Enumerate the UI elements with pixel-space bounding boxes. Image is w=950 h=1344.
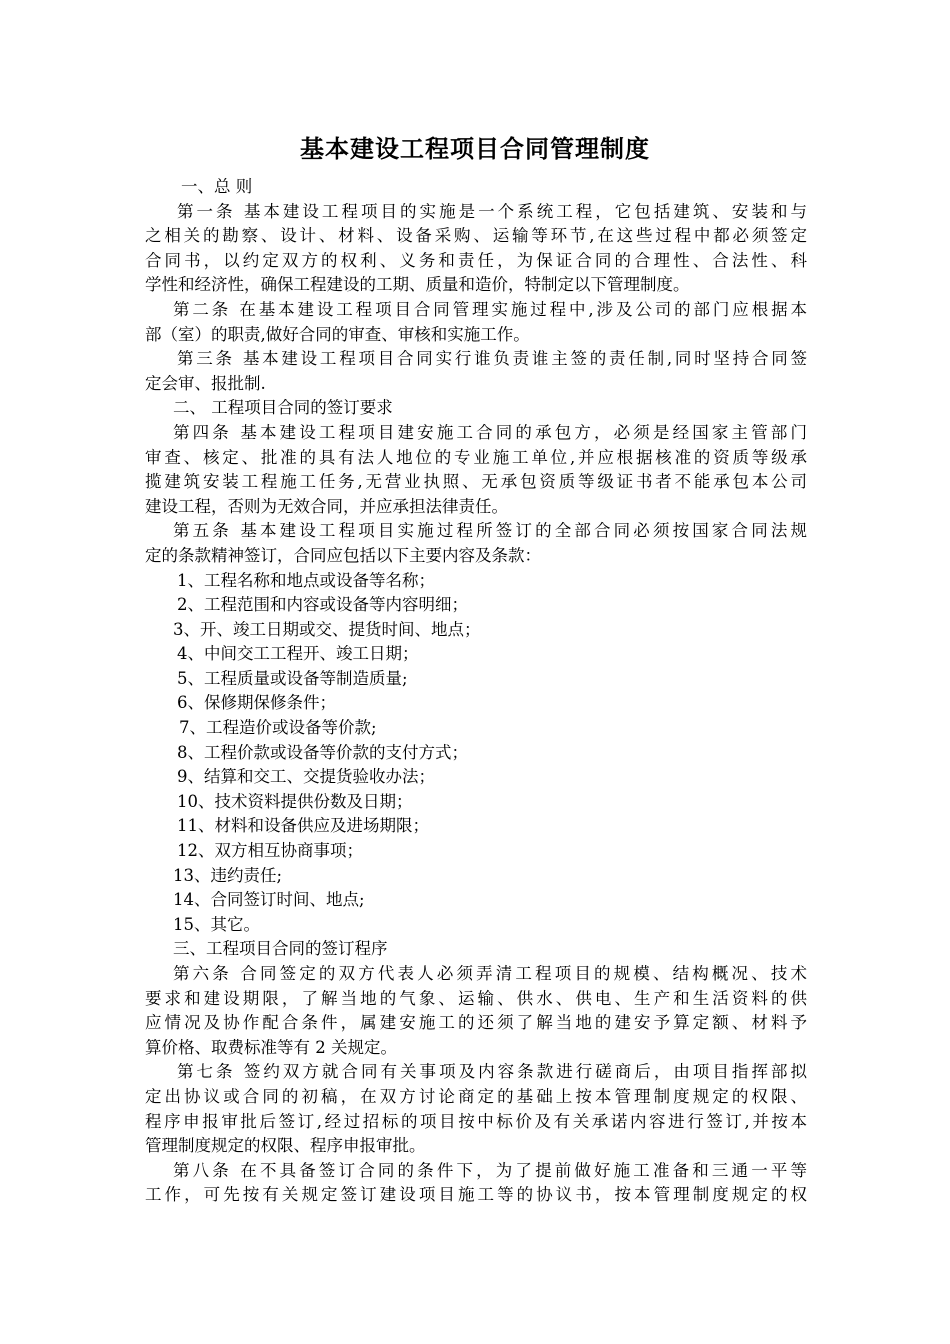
text-line: 12、双方相互协商事项； [177,841,363,861]
text-line: 管理制度规定的权限、程序申报审批。 [145,1136,426,1156]
text-line: 之相关的勘察、设计、材料、设备采购、运输等环节,在这些过程中都必须签定 [145,226,807,246]
text-line: 4、中间交工工程开、竣工日期； [177,644,419,664]
text-line: 定会审、报批制. [145,373,266,393]
text-line: 定出协议或合同的初稿，在双方讨论商定的基础上按本管理制度规定的权限、 [145,1086,807,1106]
text-line: 学性和经济性，确保工程建设的工期、质量和造价，特制定以下管理制度。 [145,275,690,295]
text-line: 13、违约责任; [173,865,283,885]
text-line: 一、总 则 [181,177,253,196]
text-line: 定的条款精神签订，合同应包括以下主要内容及条款： [145,545,541,565]
text-line: 第五条 基本建设工程项目实施过程所签订的全部合同必须按国家合同法规 [173,521,807,541]
text-line: 2、工程范围和内容或设备等内容明细； [177,595,468,615]
text-line: 第二条 在基本建设工程项目合同管理实施过程中,涉及公司的部门应根据本 [173,299,807,319]
text-line: 9、结算和交工、交提货验收办法； [177,767,435,787]
text-line: 工作，可先按有关规定签订建设项目施工等的协议书，按本管理制度规定的权 [145,1185,807,1205]
text-line: 第四条 基本建设工程项目建安施工合同的承包方，必须是经国家主管部门 [173,422,807,442]
text-line: 建设工程，否则为无效合同，并应承担法律责任。 [145,496,508,516]
text-line: 要求和建设期限，了解当地的气象、运输、供水、供电、生产和生活资料的供 [145,988,807,1008]
text-line: 算价格、取费标准等有 2 关规定。 [145,1037,397,1057]
text-line: 1、工程名称和地点或设备等名称； [177,570,435,590]
text-line: 部（室）的职责,做好合同的审查、审核和实施工作。 [145,324,530,344]
text-line: 第三条 基本建设工程项目合同实行谁负责谁主签的责任制,同时坚持合同签 [177,349,807,369]
text-line: 应情况及协作配合条件，属建安施工的还须了解当地的建安予算定额、材料予 [145,1013,807,1033]
text-line: 审查、核定、批准的具有法人地位的专业施工单位,并应根据核准的资质等级承 [145,447,807,467]
text-line: 6、保修期保修条件； [177,693,336,713]
text-line: 第一条 基本建设工程项目的实施是一个系统工程，它包括建筑、安装和与 [177,201,807,221]
text-line: 5、工程质量或设备等制造质量; [177,668,408,688]
text-line: 3、开、竣工日期或交、提货时间、地点； [173,619,481,639]
text-line: 第七条 签约双方就合同有关事项及内容条款进行磋商后，由项目指挥部拟 [177,1062,807,1082]
text-line: 11、材料和设备供应及进场期限； [177,816,429,836]
text-line: 14、合同签订时间、地点; [173,890,365,910]
text-line: 二、 工程项目合同的签订要求 [173,398,393,418]
document-title: 基本建设工程项目合同管理制度 [300,135,650,163]
text-line: 第六条 合同签定的双方代表人必须弄清工程项目的规模、结构概况、技术 [173,964,807,983]
text-line: 合同书，以约定双方的权利、义务和责任，为保证合同的合理性、合法性、科 [145,250,807,270]
text-line: 15、其它。 [173,914,260,934]
text-line: 三、工程项目合同的签订程序 [173,939,388,959]
text-line: 程序申报审批后签订,经过招标的项目按中标价及有关承诺内容进行签订,并按本 [145,1111,807,1131]
text-line: 8、工程价款或设备等价款的支付方式； [177,742,468,762]
text-line: 揽建筑安装工程施工任务,无营业执照、无承包资质等级证书者不能承包本公司 [145,472,807,492]
text-line: 7、工程造价或设备等价款; [179,718,377,738]
text-line: 第八条 在不具备签订合同的条件下，为了提前做好施工准备和三通一平等 [173,1160,807,1180]
document-body [145,175,807,1208]
text-line: 10、技术资料提供份数及日期； [177,791,413,811]
